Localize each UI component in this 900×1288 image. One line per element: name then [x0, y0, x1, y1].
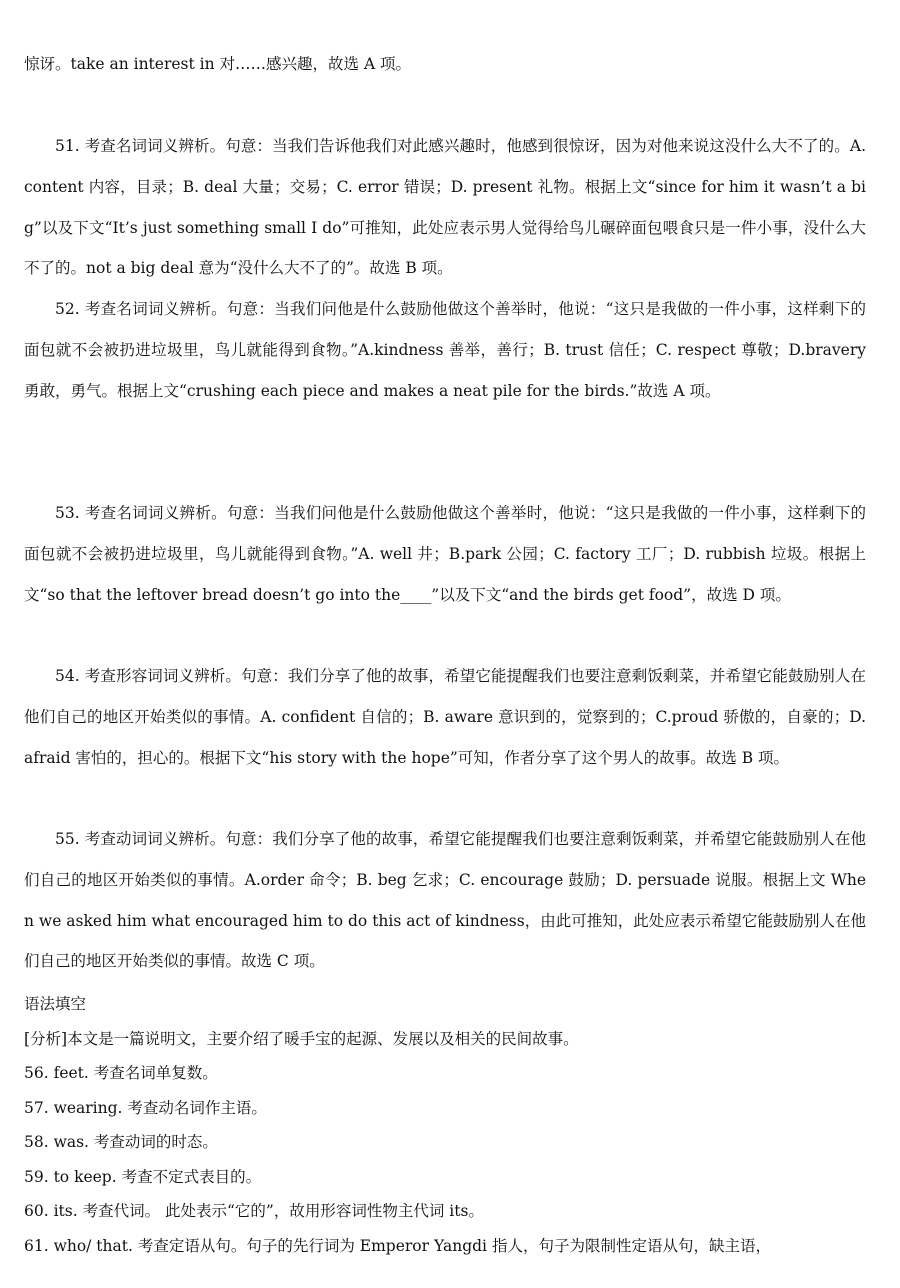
paragraph-q52: 52. 考查名词词义辨析。句意：当我们问他是什么鼓励他做这个善举时，他说：“这只是我做的一件小事，这样剩下的面包就不会被扔进垃圾里，鸟儿就能得到食物。”A.kindness 善举，善行；B. trust 信任；C. respect 尊敬；D.bravery 勇敢，勇气。根据上文“crushing each piece and makes a neat pile for the birds.”故选 A 项。	[24, 300, 866, 400]
paragraph-q53: 53. 考查名词词义辨析。句意：当我们问他是什么鼓励他做这个善举时，他说：“这只是我做的一件小事，这样剩下的面包就不会被扔进垃圾里，鸟儿就能得到食物。”A. well 井；B.park 公园；C. factory 工厂；D. rubbish 垃圾。根据上文“so that the leftover bread doesn’t go into the____”以及下文“and the birds get food”，故选 D 项。	[24, 504, 866, 604]
answer-item: 60. its. 考查代词。 此处表示“它的”，故用形容词性物主代词 its。	[24, 1202, 484, 1220]
answer-item: 59. to keep. 考查不定式表目的。	[24, 1167, 262, 1186]
section-heading: 语法填空	[24, 995, 87, 1013]
answer-item: 56. feet. 考查名词单复数。	[24, 1064, 218, 1082]
paragraph-q54: 54. 考查形容词词义辨析。句意：我们分享了他的故事，希望它能提醒我们也要注意剩饭剩菜，并希望它能鼓励别人在他们自己的地区开始类似的事情。A. confident 自信的；B. aware 意识到的，觉察到的；C.proud 骄傲的，自豪的；D. afraid 害怕的，担心的。根据下文“his story with the hope”可知，作者分享了这个男人的故事。故选 B 项。	[24, 667, 866, 767]
answer-item: 58. was. 考查动词的时态。	[24, 1133, 218, 1151]
paragraph-q55: 55. 考查动词词义辨析。句意：我们分享了他的故事，希望它能提醒我们也要注意剩饭剩菜，并希望它能鼓励别人在他们自己的地区开始类似的事情。A.order 命令；B. beg 乞求；C. encourage 鼓励；D. persuade 说服。根据上文 When we asked him what encouraged him to do this act of kindness，由此可推知，此处应表示希望它能鼓励别人在他们自己的地区开始类似的事情。故选 C 项。	[24, 830, 866, 971]
grammar-section	[24, 987, 866, 1263]
paragraph-q51: 51. 考查名词词义辨析。句意：当我们告诉他我们对此感兴趣时，他感到很惊讶，因为对他来说这没什么大不了的。A.content 内容，目录；B. deal 大量；交易；C. error 错误；D. present 礼物。根据上文“since for him it wasn’t a big”以及下文“It’s just something small I do”可推知，此处应表示男人觉得给鸟儿碾碎面包喂食只是一件小事，没什么大不了的。not a big deal 意为“没什么大不了的”。故选 B 项。	[24, 137, 866, 278]
analysis-line: [分析]本文是一篇说明文，主要介绍了暖手宝的起源、发展以及相关的民间故事。	[24, 1029, 579, 1048]
answer-item: 61. who/ that. 考查定语从句。句子的先行词为 Emperor Yangdi 指人，句子为限制性定语从句，缺主语，	[24, 1236, 771, 1255]
answer-item: 57. wearing. 考查动名词作主语。	[24, 1098, 267, 1117]
paragraph-continuation: 惊讶。take an interest in 对……感兴趣，故选 A 项。	[24, 55, 412, 73]
